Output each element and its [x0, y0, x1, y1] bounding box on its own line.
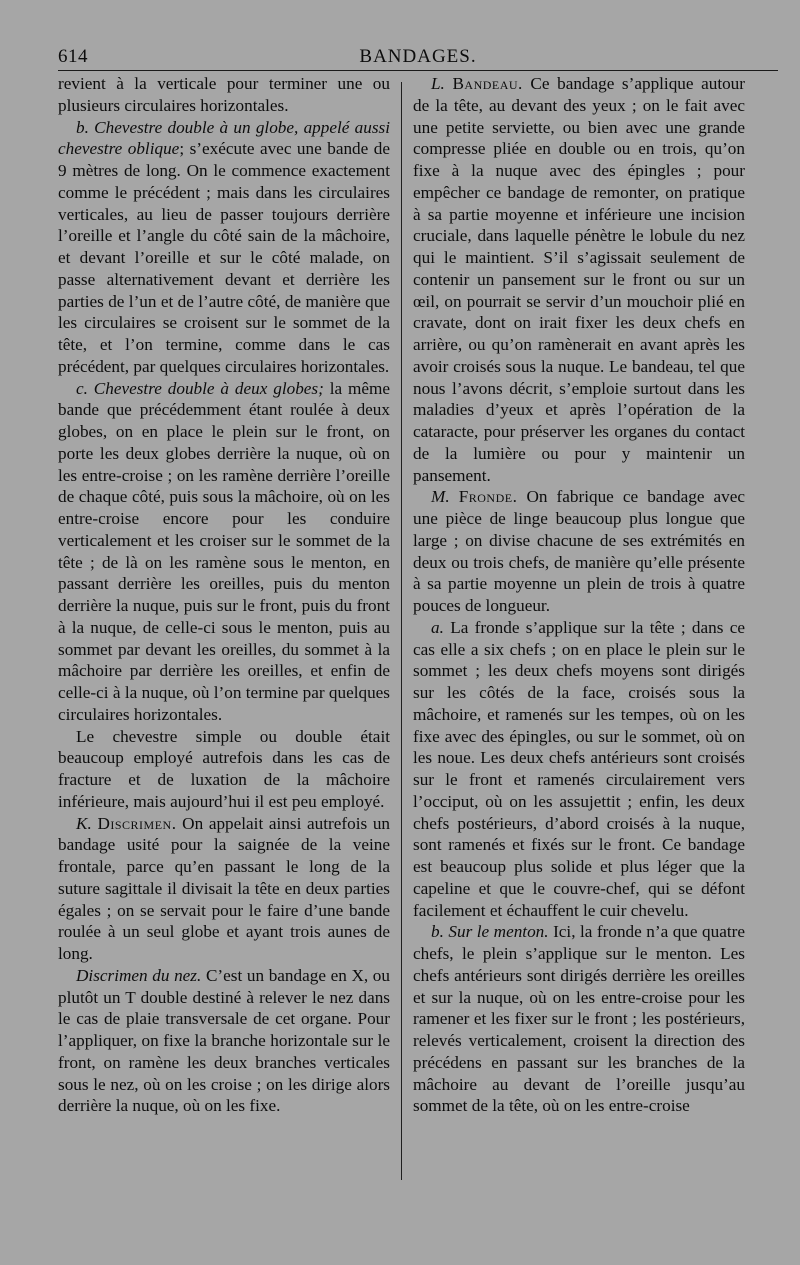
paragraph-lead: a.	[431, 617, 444, 637]
section-letter: K.	[76, 813, 92, 833]
section-title: Discrimen.	[97, 813, 177, 833]
page-header	[58, 44, 778, 72]
section-letter: M.	[431, 487, 450, 507]
section-title: Fronde.	[458, 487, 518, 507]
paragraph	[413, 617, 745, 922]
paragraph-lead: c. Chevestre double à deux globes;	[76, 378, 324, 398]
paragraph-lead: b. Chevestre double à un globe, appelé aussi chevestre oblique	[58, 117, 390, 159]
left-column	[58, 73, 390, 1117]
paragraph-lead: Discrimen du nez.	[76, 965, 202, 985]
header-rule	[58, 70, 778, 71]
right-column	[413, 73, 745, 1117]
paragraph-body: la même bande que précédemment étant roulée à deux globes, on en place le plein sur le front, on porte les deux globes derrière la nuque, où on les entre-croise ; on les ramène derrière l’oreille de chaque côté, puis sous la mâchoire, où on les entre-croise encore pour les conduire verticalement et les croiser sur le sommet de la tête ; de là on les ramène sous le menton, en passant derrière les oreilles, puis du menton derrière la nuque, puis sur le front, puis du front à la nuque, de celle-ci sous le menton, puis au sommet par devant les oreilles, du sommet à la mâchoire par derrière les oreilles, et enfin de celle-ci à la nuque, où l’on termine par quelques circulaires horizontales.	[58, 378, 390, 724]
paragraph-body: Ici, la fronde n’a que quatre chefs, le plein s’applique sur le menton. Les chefs antérieurs sont dirigés derrière les oreilles et sur la nuque, où on les entre-croise pour les ramener et les fixer sur le front ; les postérieurs, relevés verticalement, croisent la direction des précédens en passant sur les branches de la mâchoire au devant de l’oreille jusqu’au sommet de la tête, où on les entre-croise	[413, 922, 745, 1116]
paragraph-body: C’est un bandage en X, ou plutôt un T double destiné à relever le nez dans le cas de plaie transversale de cet organe. Pour l’appliquer, on fixe la branche horizontale sur le front, on ramène les deux branches verticales sous le nez, où on les croise ; on les dirige alors derrière la nuque, où on les fixe.	[58, 965, 390, 1116]
section-letter: L.	[431, 74, 445, 93]
paragraph: Le chevestre simple ou double était beaucoup employé autrefois dans les cas de fracture et de luxation de la mâchoire inférieure, mais aujourd’hui il est peu employé.	[58, 726, 390, 811]
page-number: 614	[58, 46, 88, 67]
paragraph: revient à la verticale pour terminer une ou plusieurs circulaires horizontales.	[58, 74, 390, 115]
column-divider	[401, 82, 402, 1180]
paragraph	[58, 378, 390, 726]
paragraph	[58, 117, 390, 378]
section-title: Bandeau.	[452, 74, 523, 93]
paragraph-lead: b. Sur le menton.	[431, 922, 549, 942]
paragraph	[413, 486, 745, 617]
paragraph-body: On fabrique ce bandage avec une pièce de linge beaucoup plus longue que large ; on divise chacune de ses extrémités en deux ou trois chefs, de manière qu’elle présente à sa partie moyenne un plein de trois à quatre pouces de longueur.	[413, 487, 746, 615]
paragraph-body: ; s’exécute avec une bande de 9 mètres de long. On le commence exactement comme le précédent ; mais dans les circulaires verticales, au lieu de passer toujours derrière l’oreille et l’angle du côté sain de la mâchoire, et devant l’oreille et sur le côté malade, on passe alternativement devant et derrière les parties de l’un et de l’autre côté, de manière que les circulaires se croisent sur le sommet de la tête, et l’on termine, comme dans le cas précédent, par quelques circulaires horizontales.	[58, 139, 390, 376]
running-title: BANDAGES.	[359, 46, 477, 67]
paragraph-body: Ce bandage s’applique autour de la tête, au devant des yeux ; on le fait avec une petite serviette, ou bien avec une grande compresse pliée en double ou en trois, qu’on fixe à la nuque avec des épingles ; pour empêcher ce bandage de remonter, on pratique à sa partie moyenne et inférieure une incision cruciale, dans laquelle pénètre le lobule du nez qui le maintient. S’il s’agissait seulement de contenir un pansement sur le front ou sur un œil, on pourrait se servir d’un mouchoir plié en cravate, dont on irait fixer les deux chefs en arrière, ou qu’on ramènerait en avant après les avoir croisés sous la nuque. Le bandeau, tel que nous l’avons décrit, s’emploie surtout dans les maladies d’yeux et après l’opération de la cataracte, pour préserver les organes du contact de la lumière ou pour y maintenir un pansement.	[413, 74, 746, 485]
paragraph-body: La fronde s’applique sur la tête ; dans ce cas elle a six chefs ; on en place le plein sur le sommet ; les deux chefs moyens sont dirigés sur les côtés de la face, croisés sous la mâchoire, et ramenés sur les tempes, où on les fixe avec des épingles, ou sur le sommet, où on les noue. Les deux chefs antérieurs sont croisés sur le front et ramenés circulairement vers l’occiput, où on les assujettit ; enfin, les deux chefs postérieurs, d’abord croisés à la nuque, sont ramenés et fixés sur le front. Ce bandage est beaucoup plus solide et plus léger que la capeline et que le couvre-chef, qui se défont facilement et échauffent le cuir chevelu.	[413, 617, 745, 920]
paragraph	[58, 813, 390, 965]
paragraph	[413, 73, 745, 486]
paragraph	[413, 921, 745, 1117]
paragraph-body: On appelait ainsi autrefois un bandage usité pour la saignée de la veine frontale, parce qu’en passant le long de la suture sagittale il divisait la tête en deux parties égales ; on se servait pour le faire d’une bande roulée à un seul globe et ayant trois aunes de long.	[58, 813, 391, 963]
paragraph	[58, 965, 390, 1117]
